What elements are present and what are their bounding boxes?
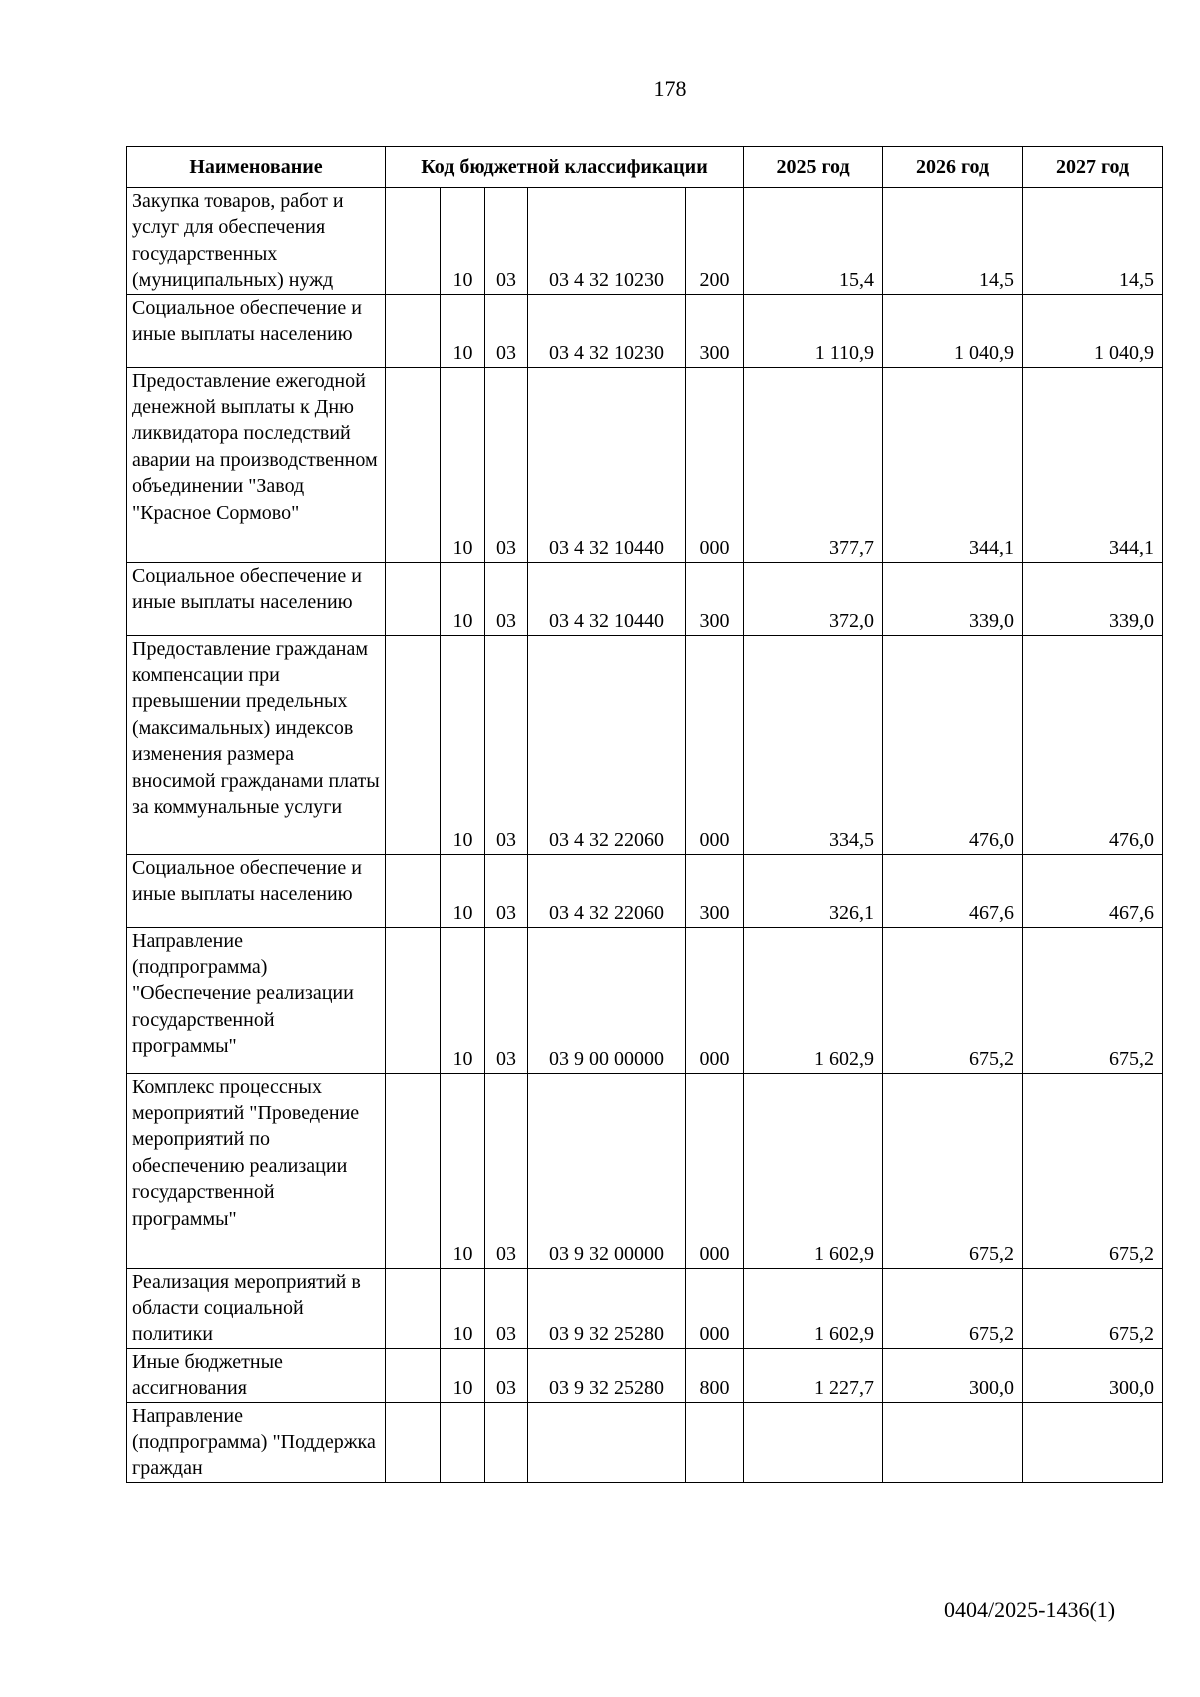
value-2026-cell: 300,0 [883, 1348, 1023, 1402]
code-chapter-cell: 10 [441, 927, 485, 1073]
value-2025-cell: 1 602,9 [744, 1268, 883, 1348]
row-name-cell: Социальное обеспечение и иные выплаты населению [127, 562, 386, 635]
header-code: Код бюджетной классификации [386, 147, 744, 188]
table-row [127, 1268, 1163, 1348]
code-subsection-cell: 03 [485, 927, 528, 1073]
code-expense-type-cell: 000 [686, 1268, 744, 1348]
code-expense-type-cell: 000 [686, 635, 744, 854]
code-section-cell [386, 294, 441, 367]
code-target-article-cell: 03 9 00 00000 [528, 927, 686, 1073]
budget-table [126, 146, 1163, 1483]
value-2026-cell [883, 1402, 1023, 1482]
table-row [127, 1073, 1163, 1268]
code-expense-type-cell: 200 [686, 188, 744, 295]
header-row [127, 147, 1163, 188]
row-name-cell: Закупка товаров, работ и услуг для обеспечения государственных (муниципальных) нужд [127, 188, 386, 295]
table-row [127, 1348, 1163, 1402]
value-2026-cell: 1 040,9 [883, 294, 1023, 367]
code-expense-type-cell: 000 [686, 927, 744, 1073]
code-subsection-cell [485, 1402, 528, 1482]
value-2025-cell: 1 227,7 [744, 1348, 883, 1402]
row-name-cell: Предоставление ежегодной денежной выплаты к Дню ликвидатора последствий аварии на производственном объединении "Завод "Красное Сормово" [127, 367, 386, 562]
code-target-article-cell: 03 4 32 10230 [528, 188, 686, 295]
code-subsection-cell: 03 [485, 1348, 528, 1402]
code-expense-type-cell: 000 [686, 367, 744, 562]
table-row [127, 367, 1163, 562]
table-row [127, 635, 1163, 854]
header-2027: 2027 год [1023, 147, 1163, 188]
code-chapter-cell: 10 [441, 367, 485, 562]
header-name: Наименование [127, 147, 386, 188]
code-target-article-cell: 03 9 32 00000 [528, 1073, 686, 1268]
value-2027-cell [1023, 1402, 1163, 1482]
code-section-cell [386, 635, 441, 854]
code-section-cell [386, 927, 441, 1073]
value-2027-cell: 675,2 [1023, 927, 1163, 1073]
value-2027-cell: 476,0 [1023, 635, 1163, 854]
table-row [127, 562, 1163, 635]
row-name-cell: Предоставление гражданам компенсации при превышении предельных (максимальных) индексов изменения размера вносимой гражданами платы за коммунальные услуги [127, 635, 386, 854]
value-2027-cell: 467,6 [1023, 854, 1163, 927]
table-row [127, 188, 1163, 295]
value-2025-cell: 377,7 [744, 367, 883, 562]
table-row [127, 927, 1163, 1073]
code-section-cell [386, 1073, 441, 1268]
document-id: 0404/2025-1436(1) [944, 1597, 1116, 1622]
code-subsection-cell: 03 [485, 367, 528, 562]
code-chapter-cell: 10 [441, 562, 485, 635]
code-section-cell [386, 188, 441, 295]
code-subsection-cell: 03 [485, 1073, 528, 1268]
code-target-article-cell: 03 4 32 10440 [528, 367, 686, 562]
code-expense-type-cell: 300 [686, 562, 744, 635]
row-name-cell: Комплекс процессных мероприятий "Проведение мероприятий по обеспечению реализации государственной программы" [127, 1073, 386, 1268]
code-target-article-cell: 03 4 32 10230 [528, 294, 686, 367]
header-2025: 2025 год [744, 147, 883, 188]
value-2026-cell: 675,2 [883, 1073, 1023, 1268]
value-2025-cell: 372,0 [744, 562, 883, 635]
code-chapter-cell: 10 [441, 635, 485, 854]
table-row [127, 294, 1163, 367]
header-2026: 2026 год [883, 147, 1023, 188]
code-section-cell [386, 1268, 441, 1348]
value-2025-cell: 15,4 [744, 188, 883, 295]
code-chapter-cell: 10 [441, 1348, 485, 1402]
row-name-cell: Направление (подпрограмма) "Обеспечение реализации государственной программы" [127, 927, 386, 1073]
code-section-cell [386, 1402, 441, 1482]
code-expense-type-cell [686, 1402, 744, 1482]
value-2025-cell: 1 110,9 [744, 294, 883, 367]
code-section-cell [386, 854, 441, 927]
code-chapter-cell [441, 1402, 485, 1482]
code-chapter-cell: 10 [441, 294, 485, 367]
value-2026-cell: 14,5 [883, 188, 1023, 295]
code-chapter-cell: 10 [441, 854, 485, 927]
code-subsection-cell: 03 [485, 188, 528, 295]
value-2027-cell: 344,1 [1023, 367, 1163, 562]
row-name-cell: Реализация мероприятий в области социальной политики [127, 1268, 386, 1348]
value-2025-cell [744, 1402, 883, 1482]
value-2027-cell: 300,0 [1023, 1348, 1163, 1402]
code-expense-type-cell: 000 [686, 1073, 744, 1268]
value-2025-cell: 1 602,9 [744, 1073, 883, 1268]
code-target-article-cell: 03 4 32 22060 [528, 854, 686, 927]
table-row [127, 854, 1163, 927]
value-2026-cell: 344,1 [883, 367, 1023, 562]
value-2027-cell: 339,0 [1023, 562, 1163, 635]
code-target-article-cell: 03 4 32 22060 [528, 635, 686, 854]
value-2027-cell: 675,2 [1023, 1073, 1163, 1268]
code-target-article-cell: 03 4 32 10440 [528, 562, 686, 635]
code-chapter-cell: 10 [441, 1073, 485, 1268]
value-2027-cell: 675,2 [1023, 1268, 1163, 1348]
code-expense-type-cell: 300 [686, 854, 744, 927]
code-expense-type-cell: 300 [686, 294, 744, 367]
value-2026-cell: 467,6 [883, 854, 1023, 927]
row-name-cell: Иные бюджетные ассигнования [127, 1348, 386, 1402]
value-2025-cell: 1 602,9 [744, 927, 883, 1073]
row-name-cell: Социальное обеспечение и иные выплаты населению [127, 854, 386, 927]
code-target-article-cell: 03 9 32 25280 [528, 1268, 686, 1348]
value-2026-cell: 476,0 [883, 635, 1023, 854]
code-subsection-cell: 03 [485, 562, 528, 635]
code-section-cell [386, 562, 441, 635]
code-target-article-cell [528, 1402, 686, 1482]
value-2025-cell: 334,5 [744, 635, 883, 854]
row-name-cell: Направление (подпрограмма) "Поддержка граждан [127, 1402, 386, 1482]
value-2027-cell: 1 040,9 [1023, 294, 1163, 367]
code-target-article-cell: 03 9 32 25280 [528, 1348, 686, 1402]
value-2026-cell: 339,0 [883, 562, 1023, 635]
code-chapter-cell: 10 [441, 188, 485, 295]
code-expense-type-cell: 800 [686, 1348, 744, 1402]
table-row [127, 1402, 1163, 1482]
value-2027-cell: 14,5 [1023, 188, 1163, 295]
code-chapter-cell: 10 [441, 1268, 485, 1348]
code-subsection-cell: 03 [485, 294, 528, 367]
code-subsection-cell: 03 [485, 1268, 528, 1348]
code-section-cell [386, 367, 441, 562]
row-name-cell: Социальное обеспечение и иные выплаты населению [127, 294, 386, 367]
value-2026-cell: 675,2 [883, 1268, 1023, 1348]
code-subsection-cell: 03 [485, 854, 528, 927]
code-section-cell [386, 1348, 441, 1402]
value-2025-cell: 326,1 [744, 854, 883, 927]
page-number: 178 [653, 76, 687, 101]
value-2026-cell: 675,2 [883, 927, 1023, 1073]
code-subsection-cell: 03 [485, 635, 528, 854]
table-body [127, 188, 1163, 1483]
